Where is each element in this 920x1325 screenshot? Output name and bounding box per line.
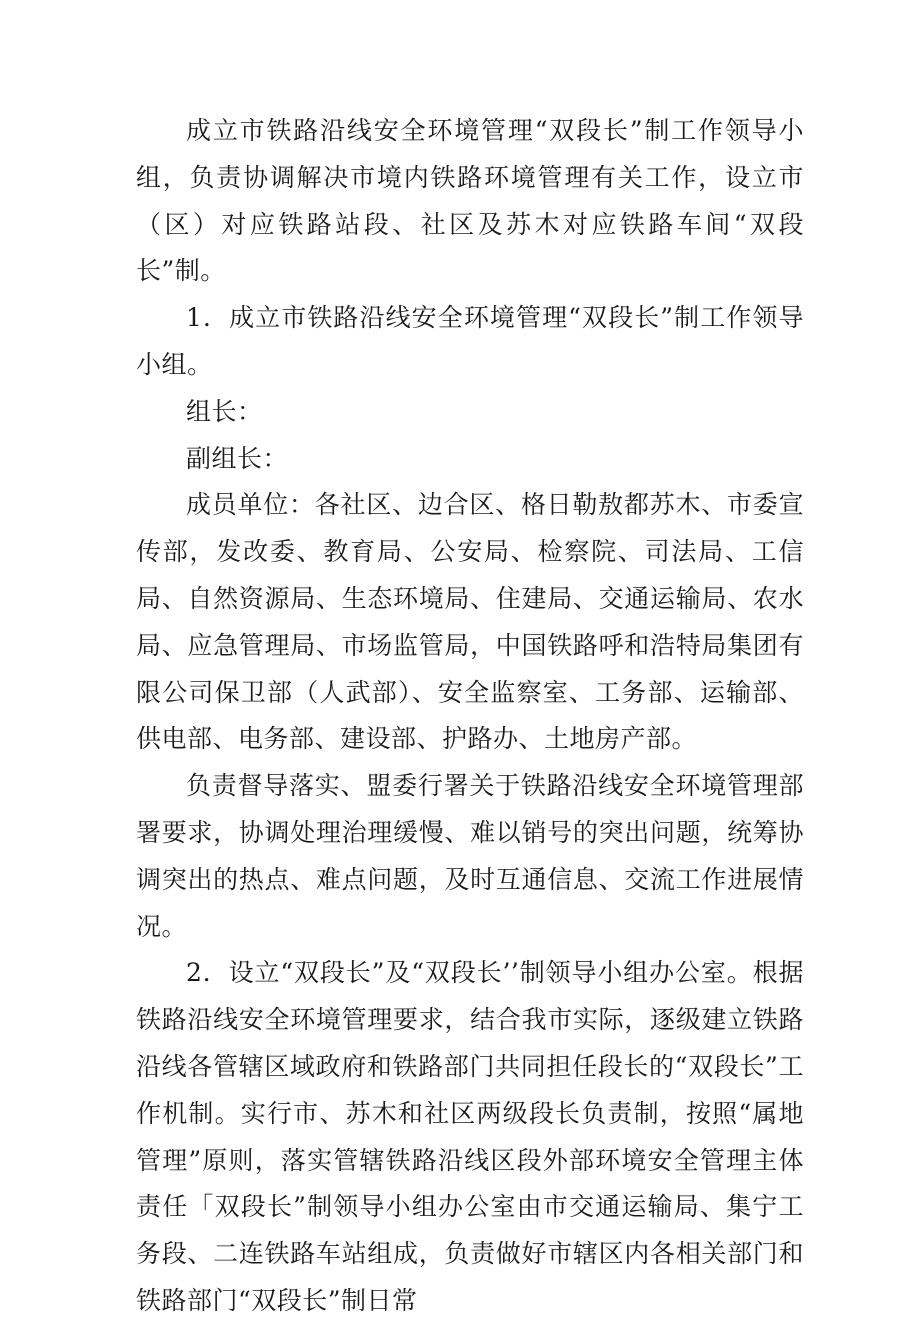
paragraph-item-1-heading: 1．成立市铁路沿线安全环境管理“双段长”制工作领导小组。 [136,303,804,379]
paragraph-group-leader: 组长： [186,396,263,426]
paragraph-member-units: 成员单位：各社区、边合区、格日勒敖都苏木、市委宣传部，发改委、教育局、公安局、检察院、司法局、工信局、自然资源局、生态环境局、住建局、交通运输局、农水局、应急管理局、市场监管局，中国铁路呼和浩特局集团有限公司保卫部（人武部）、安全监察室、工务部、运输部、供电部、电务部、建设部、护路办、土地房产部。 [136,490,804,754]
paragraph-responsibilities: 负责督导落实、盟委行署关于铁路沿线安全环境管理部署要求，协调处理治理缓慢、难以销号的突出问题，统筹协调突出的热点、难点问题，及时互通信息、交流工作进展情况。 [136,771,804,941]
document-body [136,108,804,1325]
paragraph-item-2: 2．设立“双段长”及“双段长’’制领导小组办公室。根据铁路沿线安全环境管理要求，结合我市实际，逐级建立铁路沿线各管辖区域政府和铁路部门共同担任段长的“双段长”工作机制。实行市、苏木和社区两级段长负责制，按照“属地管理”原则，落实管辖铁路沿线区段外部环境安全管理主体责任「双段长”制领导小组办公室由市交通运输局、集宁工务段、二连铁路车站组成，负责做好市辖区内各相关部门和铁路部门“双段长”制日常 [136,958,804,1315]
paragraph-intro: 成立市铁路沿线安全环境管理“双段长”制工作领导小组，负责协调解决市境内铁路环境管理有关工作，设立市（区）对应铁路站段、社区及苏木对应铁路车间“双段长”制。 [136,116,804,286]
paragraph-deputy-group-leader: 副组长： [186,443,289,473]
